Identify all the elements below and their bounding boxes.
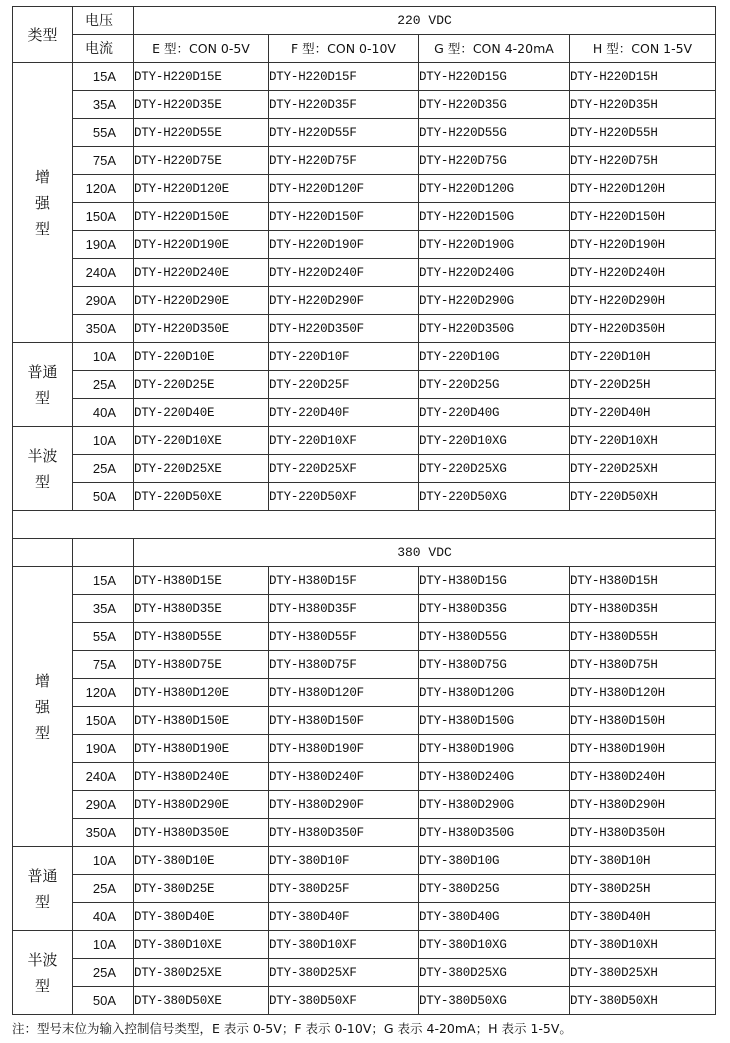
current-cell: 150A [73,203,134,231]
model-cell: DTY-380D50XE [134,987,269,1015]
model-cell: DTY-H220D120E [134,175,269,203]
model-cell: DTY-380D10H [570,847,716,875]
signal-f-header: F 型：CON 0-10V [269,35,419,63]
table-row [13,231,716,259]
model-cell: DTY-H380D190G [419,735,570,763]
model-cell: DTY-220D25XH [570,455,716,483]
model-cell: DTY-220D25G [419,371,570,399]
model-cell: DTY-220D50XH [570,483,716,511]
model-cell: DTY-220D40E [134,399,269,427]
model-cell: DTY-H220D75H [570,147,716,175]
model-cell: DTY-380D10XG [419,931,570,959]
model-cell: DTY-H380D350E [134,819,269,847]
model-cell: DTY-380D50XG [419,987,570,1015]
model-cell: DTY-H220D290H [570,287,716,315]
category-cell [13,847,73,931]
current-cell: 40A [73,399,134,427]
model-cell: DTY-380D25F [269,875,419,903]
table-row [13,371,716,399]
table-row [13,763,716,791]
model-cell: DTY-380D25XG [419,959,570,987]
model-cell: DTY-380D40G [419,903,570,931]
current-cell: 10A [73,427,134,455]
model-cell: DTY-H380D290G [419,791,570,819]
table-row [13,91,716,119]
model-cell: DTY-380D40E [134,903,269,931]
model-cell: DTY-220D50XF [269,483,419,511]
model-cell: DTY-H220D240F [269,259,419,287]
current-cell: 50A [73,987,134,1015]
model-cell: DTY-H380D35G [419,595,570,623]
header-row-380 [13,539,716,567]
voltage-220-header: 220 VDC [134,7,716,35]
current-cell: 25A [73,959,134,987]
model-cell: DTY-H220D190F [269,231,419,259]
model-cell: DTY-220D40F [269,399,419,427]
model-cell: DTY-220D25XG [419,455,570,483]
blank-cell [73,539,134,567]
model-cell: DTY-H220D35F [269,91,419,119]
model-cell: DTY-H220D15F [269,63,419,91]
model-cell: DTY-H380D120G [419,679,570,707]
model-cell: DTY-H380D350H [570,819,716,847]
model-cell: DTY-380D10F [269,847,419,875]
current-cell: 10A [73,343,134,371]
model-cell: DTY-H380D150H [570,707,716,735]
model-cell: DTY-H380D55F [269,623,419,651]
model-cell: DTY-380D40F [269,903,419,931]
current-cell: 120A [73,679,134,707]
category-label: 强 [34,193,50,212]
model-cell: DTY-H380D75G [419,651,570,679]
model-cell: DTY-H220D190E [134,231,269,259]
model-cell: DTY-H220D240E [134,259,269,287]
current-cell: 350A [73,819,134,847]
blank-cell [13,539,73,567]
table-row [13,735,716,763]
category-label: 型 [34,723,50,742]
model-cell: DTY-H380D35H [570,595,716,623]
table-row [13,119,716,147]
model-cell: DTY-380D50XF [269,987,419,1015]
category-label: 增 [34,671,50,690]
category-label: 强 [34,697,50,716]
current-cell: 55A [73,623,134,651]
current-cell: 190A [73,231,134,259]
current-cell: 25A [73,455,134,483]
model-cell: DTY-H220D350E [134,315,269,343]
model-cell: DTY-H380D290E [134,791,269,819]
model-cell: DTY-220D25XE [134,455,269,483]
table-row [13,875,716,903]
model-cell: DTY-H220D350H [570,315,716,343]
current-cell: 75A [73,651,134,679]
model-table [12,6,716,1015]
current-cell: 240A [73,763,134,791]
model-cell: DTY-220D10XH [570,427,716,455]
table-row [13,707,716,735]
model-cell: DTY-H380D120E [134,679,269,707]
model-cell: DTY-H220D150G [419,203,570,231]
current-cell: 10A [73,847,134,875]
model-cell: DTY-H380D150G [419,707,570,735]
category-label: 型 [34,388,50,407]
voltage-380-header: 380 VDC [134,539,716,567]
current-cell: 240A [73,259,134,287]
table-row [13,203,716,231]
footnote: 注：型号末位为输入控制信号类型，E 表示 0-5V；F 表示 0-10V；G 表示 4-20mA；H 表示 1-5V。 [12,1021,572,1036]
category-cell [13,343,73,427]
table-row [13,651,716,679]
model-cell: DTY-H380D120F [269,679,419,707]
table-row [13,287,716,315]
model-cell: DTY-H380D35E [134,595,269,623]
current-cell: 150A [73,707,134,735]
model-cell: DTY-380D10E [134,847,269,875]
model-cell: DTY-H380D75E [134,651,269,679]
model-cell: DTY-H380D240E [134,763,269,791]
model-cell: DTY-220D10XF [269,427,419,455]
model-cell: DTY-H220D35E [134,91,269,119]
model-cell: DTY-H220D350G [419,315,570,343]
model-cell: DTY-220D50XG [419,483,570,511]
model-cell: DTY-220D40G [419,399,570,427]
current-cell: 25A [73,875,134,903]
model-cell: DTY-H220D350F [269,315,419,343]
model-cell: DTY-H380D15E [134,567,269,595]
voltage-header: 电压 [73,7,134,35]
model-cell: DTY-H220D75F [269,147,419,175]
model-cell: DTY-H380D290H [570,791,716,819]
current-header: 电流 [73,35,134,63]
category-label: 型 [34,472,50,491]
model-cell: DTY-H380D240G [419,763,570,791]
model-cell: DTY-380D10XH [570,931,716,959]
model-cell: DTY-H220D15E [134,63,269,91]
table-row [13,903,716,931]
model-cell: DTY-220D40H [570,399,716,427]
category-cell [13,63,73,343]
table-row [13,987,716,1015]
category-cell [13,427,73,511]
model-cell: DTY-380D25XH [570,959,716,987]
model-cell: DTY-H380D350F [269,819,419,847]
model-cell: DTY-H220D75G [419,147,570,175]
model-cell: DTY-H380D150F [269,707,419,735]
model-cell: DTY-H380D15F [269,567,419,595]
current-cell: 55A [73,119,134,147]
model-cell: DTY-380D25H [570,875,716,903]
table-row [13,315,716,343]
model-table-body [13,7,716,1015]
model-cell: DTY-380D50XH [570,987,716,1015]
table-row [13,427,716,455]
model-cell: DTY-H380D190E [134,735,269,763]
model-cell: DTY-H220D55F [269,119,419,147]
model-cell: DTY-H220D55E [134,119,269,147]
header-row-voltage [13,7,716,35]
current-cell: 75A [73,147,134,175]
current-cell: 120A [73,175,134,203]
current-cell: 290A [73,791,134,819]
model-cell: DTY-H220D120G [419,175,570,203]
model-cell: DTY-H220D120H [570,175,716,203]
table-row [13,147,716,175]
model-cell: DTY-H220D15H [570,63,716,91]
category-cell [13,931,73,1015]
current-cell: 10A [73,931,134,959]
category-label: 普通 [27,866,58,885]
current-cell: 40A [73,903,134,931]
signal-h-header: H 型：CON 1-5V [570,35,716,63]
model-cell: DTY-220D25H [570,371,716,399]
category-label: 型 [34,892,50,911]
model-cell: DTY-H380D15H [570,567,716,595]
model-cell: DTY-H220D150F [269,203,419,231]
model-cell: DTY-H220D55H [570,119,716,147]
current-cell: 290A [73,287,134,315]
model-cell: DTY-H380D190H [570,735,716,763]
model-cell: DTY-380D25G [419,875,570,903]
table-row [13,455,716,483]
model-cell: DTY-H220D55G [419,119,570,147]
table-row [13,679,716,707]
table-row [13,483,716,511]
current-cell: 15A [73,567,134,595]
model-cell: DTY-H220D75E [134,147,269,175]
current-cell: 50A [73,483,134,511]
separator-cell [13,511,716,539]
header-row-signal [13,35,716,63]
spec-sheet [12,6,716,1015]
model-cell: DTY-220D10F [269,343,419,371]
model-cell: DTY-H380D15G [419,567,570,595]
model-cell: DTY-H380D75H [570,651,716,679]
model-cell: DTY-H380D55H [570,623,716,651]
table-row [13,343,716,371]
model-cell: DTY-H380D120H [570,679,716,707]
model-cell: DTY-220D25XF [269,455,419,483]
current-cell: 25A [73,371,134,399]
model-cell: DTY-H380D290F [269,791,419,819]
model-cell: DTY-H380D75F [269,651,419,679]
separator-row [13,511,716,539]
model-cell: DTY-380D25XF [269,959,419,987]
model-cell: DTY-H220D290E [134,287,269,315]
category-label: 型 [34,219,50,238]
model-cell: DTY-380D40H [570,903,716,931]
type-header: 类型 [13,7,73,63]
table-row [13,175,716,203]
model-cell: DTY-220D10XG [419,427,570,455]
model-cell: DTY-H380D55E [134,623,269,651]
model-cell: DTY-H380D240H [570,763,716,791]
model-cell: DTY-220D50XE [134,483,269,511]
model-cell: DTY-220D10H [570,343,716,371]
model-cell: DTY-H220D150E [134,203,269,231]
model-cell: DTY-H220D240H [570,259,716,287]
model-cell: DTY-H380D35F [269,595,419,623]
model-cell: DTY-380D25XE [134,959,269,987]
model-cell: DTY-380D10XE [134,931,269,959]
model-cell: DTY-H220D35G [419,91,570,119]
current-cell: 35A [73,595,134,623]
model-cell: DTY-H220D35H [570,91,716,119]
model-cell: DTY-380D10XF [269,931,419,959]
current-cell: 35A [73,91,134,119]
model-cell: DTY-220D10E [134,343,269,371]
signal-e-header: E 型：CON 0-5V [134,35,269,63]
table-row [13,959,716,987]
model-cell: DTY-H220D190G [419,231,570,259]
model-cell: DTY-H220D15G [419,63,570,91]
model-cell: DTY-H220D290F [269,287,419,315]
table-row [13,791,716,819]
category-label: 增 [34,167,50,186]
table-row [13,931,716,959]
category-cell [13,567,73,847]
table-row [13,63,716,91]
model-cell: DTY-380D10G [419,847,570,875]
model-cell: DTY-H380D150E [134,707,269,735]
model-cell: DTY-H220D150H [570,203,716,231]
table-row [13,847,716,875]
category-label: 普通 [27,362,58,381]
table-row [13,595,716,623]
current-cell: 190A [73,735,134,763]
model-cell: DTY-220D25F [269,371,419,399]
model-cell: DTY-380D25E [134,875,269,903]
model-cell: DTY-H380D190F [269,735,419,763]
model-cell: DTY-H380D55G [419,623,570,651]
model-cell: DTY-220D25E [134,371,269,399]
model-cell: DTY-H380D350G [419,819,570,847]
model-cell: DTY-H220D290G [419,287,570,315]
model-cell: DTY-H220D120F [269,175,419,203]
table-row [13,399,716,427]
category-label: 半波 [27,446,58,465]
model-cell: DTY-H380D240F [269,763,419,791]
model-cell: DTY-H220D240G [419,259,570,287]
signal-g-header: G 型：CON 4-20mA [419,35,570,63]
current-cell: 15A [73,63,134,91]
table-row [13,623,716,651]
model-cell: DTY-220D10G [419,343,570,371]
current-cell: 350A [73,315,134,343]
category-label: 型 [34,976,50,995]
model-cell: DTY-H220D190H [570,231,716,259]
table-row [13,567,716,595]
model-cell: DTY-220D10XE [134,427,269,455]
category-label: 半波 [27,950,58,969]
table-row [13,819,716,847]
table-row [13,259,716,287]
